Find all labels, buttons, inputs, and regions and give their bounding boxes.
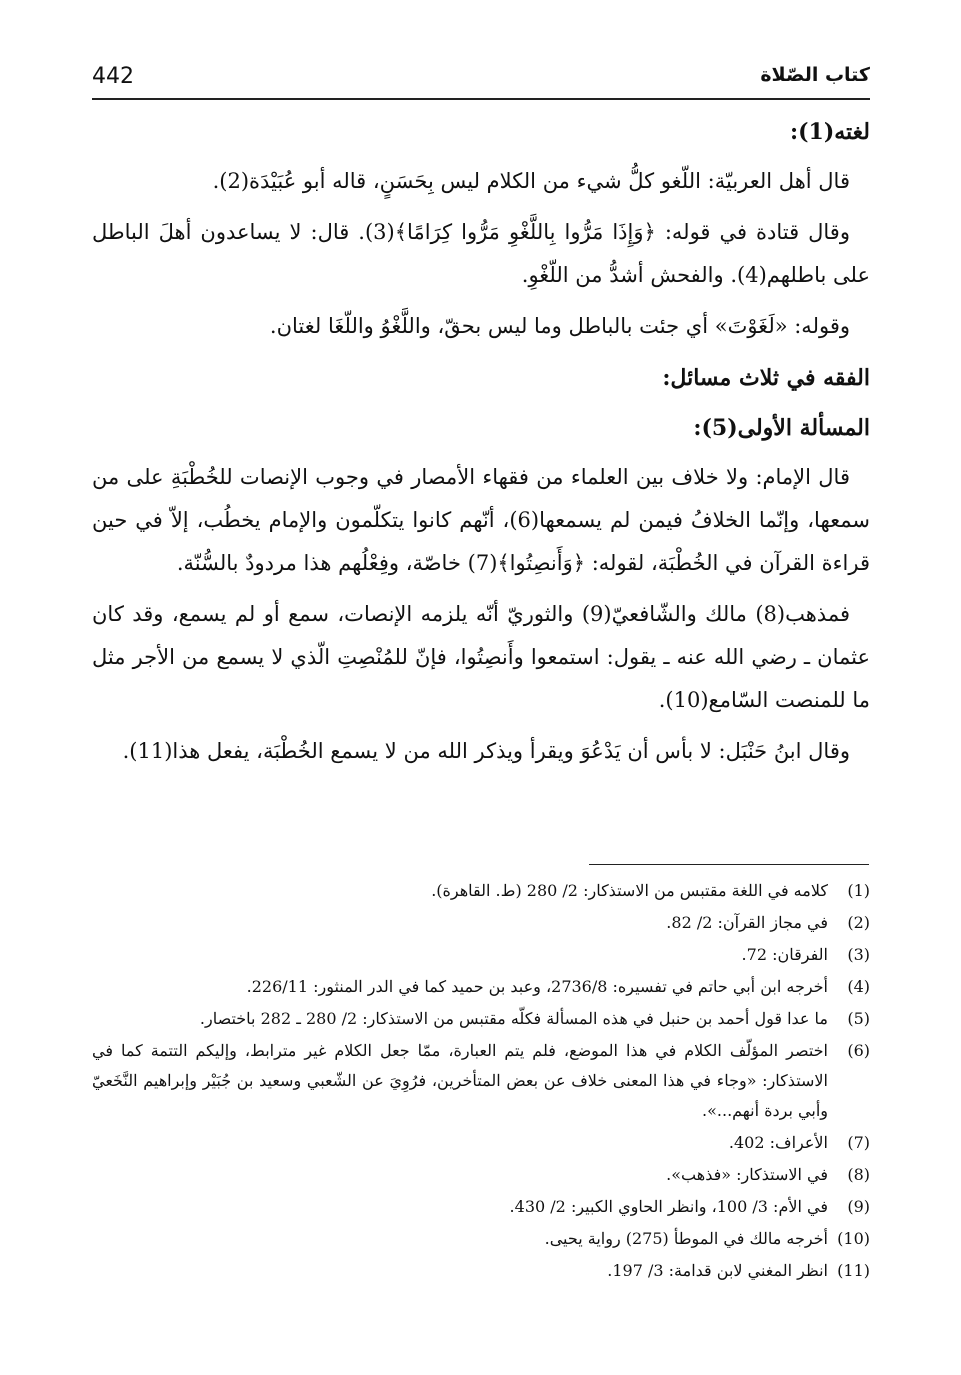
footnotes-list <box>92 876 870 1288</box>
footnote <box>92 1036 870 1126</box>
footnote-text: أخرجه مالك في الموطأ (275) رواية يحيى. <box>544 1229 828 1248</box>
paragraph-6: وقال ابنُ حَنْبَل: لا بأس أن يَدْعُوَ ويقرأ ويذكر الله من لا يسمع الخُطْبَة، يفعل هذا(11). <box>122 739 850 763</box>
footnote-text: في مجاز القرآن: 2/ 82. <box>666 913 828 932</box>
footnote-number: (10) <box>837 1229 870 1248</box>
footnote-text: في الاستذكار: «فذهب». <box>666 1165 828 1184</box>
footnote-text: ما عدا قول أحمد بن حنبل في هذه المسألة فكلّه مقتبس من الاستذكار: 2/ 280 ـ 282 باختصار. <box>199 1009 828 1028</box>
section-heading-fiqh: الفقه في ثلاث مسائل: <box>662 365 870 391</box>
footnote-text: في الأم: 3/ 100، وانظر الحاوي الكبير: 2/ 430. <box>509 1197 828 1216</box>
footnote <box>92 1004 870 1034</box>
footnote-number: (6) <box>847 1041 870 1060</box>
footnote-number: (7) <box>847 1133 870 1152</box>
footnote <box>92 1160 870 1190</box>
footnote-divider <box>589 864 869 865</box>
section-heading-masala: المسألة الأولى(5): <box>693 415 870 441</box>
footnote-number: (2) <box>847 913 870 932</box>
section-heading-lugha: لغته(1): <box>789 119 870 145</box>
footnote-number: (1) <box>847 881 870 900</box>
footnote <box>92 908 870 938</box>
footnote <box>92 876 870 906</box>
main-text <box>92 110 870 781</box>
footnote <box>92 1128 870 1158</box>
running-title: كتاب الصّلاة <box>760 64 870 86</box>
footnote-number: (9) <box>847 1197 870 1216</box>
paragraph-2: وقال قتادة في قوله: ﴿وَإِذَا مَرُّوا بِاللَّغْوِ مَرُّوا كِرَامًا﴾(3). قال: لا يساعدون أهلَ الباطل على باطلهم(4). والفحش أشدُّ من اللّغْوِ. <box>92 220 870 287</box>
page-number: 442 <box>92 64 134 89</box>
footnote <box>92 1256 870 1286</box>
footnote-text: كلامه في اللغة مقتبس من الاستذكار: 2/ 280 (ط. القاهرة). <box>431 881 828 900</box>
footnote <box>92 972 870 1002</box>
footnote-text: اختصر المؤلّف الكلام في هذا الموضع، فلم يتم العبارة، ممّا جعل الكلام غير مترابط، وإليكم التتمة كما في الاستذكار: «وجاء في هذا المعنى خلاف عن بعض المتأخرين، فرُوِيَ عن الشّعبي وسعيد بن جُبَيْر وإبراهيم النَّخَعيّ وأبي بردة أنهم...». <box>92 1041 828 1120</box>
footnote-number: (4) <box>847 977 870 996</box>
paragraph-4: قال الإمام: ولا خلاف بين العلماء من فقهاء الأمصار في وجوب الإنصات للخُطْبَةِ على من سمعها، وإنّما الخلافُ فيمن لم يسمعها(6)، أنّهم كانوا يتكلّمون والإمام يخطُب، إلاّ في حين قراءة القرآن في الخُطْبَة، لقوله: ﴿وَأَنصِتُوا﴾(7) خاصّة، وفِعْلُهم هذا مردودٌ بالسُّنّة. <box>92 465 870 575</box>
footnote-number: (8) <box>847 1165 870 1184</box>
paragraph-3: وقوله: «لَغَوْتَ» أي جئت بالباطل وما ليس بحقّ، واللَّغْوُ واللّغَا لغتان. <box>269 314 850 338</box>
footnote-text: الفرقان: 72. <box>741 945 828 964</box>
footnote-text: انظر المغني لابن قدامة: 3/ 197. <box>607 1261 828 1280</box>
paragraph-1: قال أهل العربيّة: اللّغو كلُّ شيء من الكلام ليس بِحَسَنٍ، قاله أبو عُبَيْدَة(2). <box>212 169 850 193</box>
footnote-number: (5) <box>847 1009 870 1028</box>
footnote <box>92 1192 870 1222</box>
footnote <box>92 1224 870 1254</box>
page-header <box>92 58 870 100</box>
footnote-text: أخرجه ابن أبي حاتم في تفسيره: 2736/8، وعبد بن حميد كما في الدر المنثور: 226/11. <box>246 977 828 996</box>
footnote-text: الأعراف: 402. <box>728 1133 828 1152</box>
footnote-number: (3) <box>847 945 870 964</box>
footnote-number: (11) <box>837 1261 870 1280</box>
footnote <box>92 940 870 970</box>
paragraph-5: فمذهب(8) مالك والشّافعيّ(9) والثوريّ أنّه يلزمه الإنصات، سمع أو لم يسمع، وقد كان عثمان ـ رضي الله عنه ـ يقول: استمعوا وأَنصِتُوا، فإنّ للمُنْصِتِ الّذي لا يسمع من الأجر مثل ما للمنصت السّامع(10). <box>92 602 870 712</box>
